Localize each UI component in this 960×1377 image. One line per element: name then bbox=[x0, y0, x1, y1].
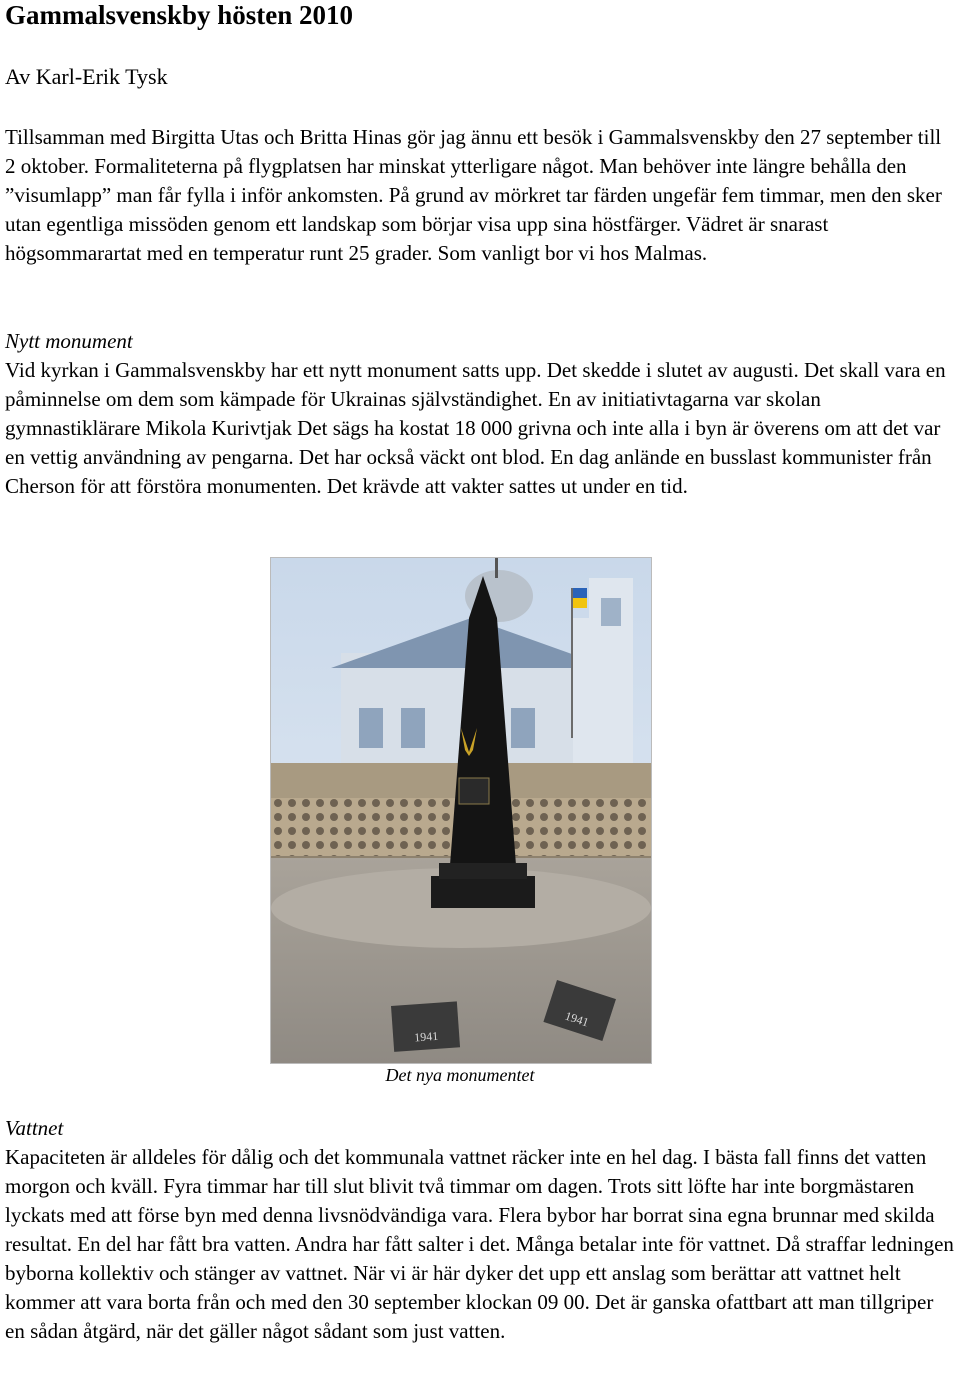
monument-photo bbox=[270, 557, 652, 1064]
intro-paragraph: Tillsamman med Birgitta Utas och Britta Hinas gör jag ännu ett besök i Gammalsvenskby den 27 september till 2 oktober. Formaliteterna på flygplatsen har minskat ytterligare något. Man behöver inte längre behålla den ”visumlapp” man får fylla i inför ankomsten. På grund av mörkret tar färden ungefär fem timmar, men den sker utan egentliga missöden genom ett landskap som börjar visa upp sina höstfärger. Vädret är snarast högsommarartat med en temperatur runt 25 grader. Som vanligt bor vi hos Malmas. bbox=[5, 125, 942, 265]
monument-paragraph: Vid kyrkan i Gammalsvenskby har ett nytt monument satts upp. Det skedde i slutet av augusti. Det skall vara en påminnelse om dem som kämpade för Ukrainas självständighet. En av initiativtagarna var skolan gymnastiklärare Mikola Kurivtjak Det sägs ha kostat 18 000 grivna och inte alla i byn är överens om att det var en vettig användning av pengarna. Det har också väckt ont blod. En dag anlände en busslast kommunister från Cherson för att förstöra monumenten. Det krävde att vakter sattes ut under en tid. bbox=[5, 358, 946, 498]
figure-caption: Det nya monumentet bbox=[385, 1065, 535, 1085]
section-heading-water: Vattnet bbox=[5, 1116, 64, 1140]
water-paragraph: Kapaciteten är alldeles för dålig och det kommunala vattnet räcker inte en hel dag. I bästa fall finns det vatten morgon och kväll. Fyra timmar har till slut blivit två timmar om dagen. Trots sitt löfte har inte borgmästaren lyckats med att förse byn med denna livsnödvändiga vara. Flera bybor har borrat sina egna brunnar med skilda resultat. En del har fått bra vatten. Andra har fått salter i det. Många betalar inte för vattnet. Då straffar ledningen byborna kollektiv och stänger av vattnet. När vi är här dyker det upp ett anslag som berättar att vattnet helt kommer att vara borta från och med den 30 september klockan 09 00. Det är ganska ofattbart att man tillgriper en sådan åtgärd, när det gäller något sådant som just vatten. bbox=[5, 1145, 954, 1343]
document-title: Gammalsvenskby hösten 2010 bbox=[5, 0, 354, 30]
plaque-left bbox=[391, 1001, 460, 1051]
plaque-left-year: 1941 bbox=[413, 1028, 439, 1045]
plaque-right-year: 1941 bbox=[563, 1008, 591, 1030]
section-heading-monument: Nytt monument bbox=[5, 329, 133, 353]
byline: Av Karl-Erik Tysk bbox=[5, 64, 168, 89]
